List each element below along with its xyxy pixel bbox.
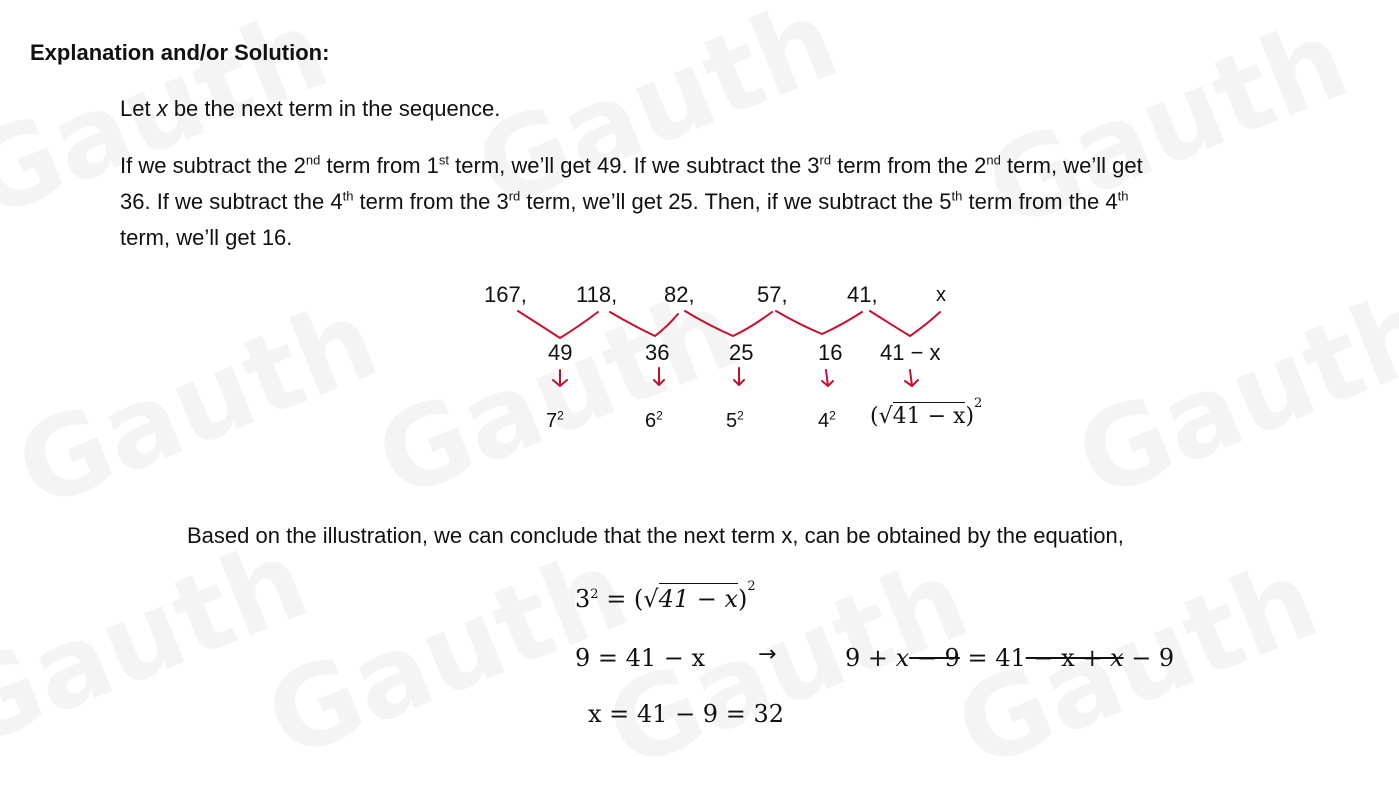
conclusion-text: Based on the illustration, we can conclude that the next term x, can be obtained by the equation,	[187, 523, 1124, 548]
equation-4	[588, 700, 784, 728]
paragraph-line-3: term, we’ll get 16.	[120, 225, 293, 250]
root-symbol: √	[643, 585, 659, 613]
intro-pre: Let	[120, 96, 157, 121]
watermark	[1060, 265, 1399, 524]
cancelled-term: − x +	[1025, 644, 1111, 672]
arrow-2	[654, 368, 664, 385]
ordinal: nd	[305, 152, 321, 168]
ordinal: th	[951, 188, 963, 204]
equation-3	[845, 644, 1174, 672]
arrow-3	[734, 368, 744, 385]
sequence-term: 167,	[484, 282, 527, 307]
arrow-5	[905, 370, 918, 386]
intro-post: be the next term in the sequence.	[167, 96, 501, 121]
square-term	[726, 410, 744, 433]
exponent: 2	[590, 587, 599, 602]
exponent: 2	[656, 408, 663, 423]
equals: = (	[598, 585, 644, 613]
equation-1	[575, 579, 756, 613]
text: term, we’ll get 25. Then, if we subtract the 5	[520, 189, 952, 214]
square-term	[546, 410, 564, 433]
equation-2	[575, 644, 705, 672]
arrow-4	[822, 370, 833, 386]
text: term from the 3	[353, 189, 509, 214]
watermark	[0, 515, 324, 774]
sequence-term: 82,	[664, 282, 695, 307]
sequence-term: 118,	[576, 282, 618, 307]
base: 7	[546, 410, 558, 432]
difference-value: 16	[818, 340, 843, 365]
ordinal: th	[1117, 188, 1129, 204]
equation-text: 9 = 41 − x	[575, 644, 706, 672]
difference-value: 25	[729, 340, 754, 365]
sequence-term: 57,	[757, 282, 788, 307]
variable: x	[1110, 644, 1124, 672]
intro-line	[120, 92, 500, 126]
ordinal: rd	[508, 188, 521, 204]
text: 36. If we subtract the 4	[120, 189, 343, 214]
sequence-term-x: x	[936, 284, 946, 306]
text: term from the 2	[831, 153, 987, 178]
root-symbol: √	[878, 404, 893, 429]
paragraph-line-1	[120, 149, 1143, 183]
variable: x	[895, 644, 910, 672]
equation-text: x = 41 − 9 = 32	[588, 700, 784, 728]
paren: )	[738, 585, 748, 613]
ordinal: th	[342, 188, 354, 204]
text: term from the 4	[962, 189, 1118, 214]
exponent: 2	[829, 408, 836, 423]
square-term	[818, 410, 836, 433]
ordinal: rd	[819, 152, 832, 168]
brace-4	[776, 311, 862, 334]
base: 6	[645, 410, 657, 432]
base: 4	[818, 410, 830, 432]
brace-2	[610, 312, 678, 336]
paragraph-line-2	[120, 185, 1128, 219]
paren: )	[965, 404, 975, 429]
square-term	[645, 410, 663, 433]
difference-value: 49	[548, 340, 573, 365]
brace-3	[685, 311, 772, 336]
exponent: 2	[974, 395, 983, 411]
radicand: 41 − x	[892, 404, 966, 429]
intro-var: x	[156, 96, 168, 121]
part: − 9	[1123, 644, 1175, 672]
solution-heading: Explanation and/or Solution:	[30, 40, 330, 65]
watermark	[0, 275, 394, 534]
cancelled-term: − 9	[909, 644, 960, 672]
part: = 41	[959, 644, 1026, 672]
radicand: 41 − x	[658, 585, 739, 613]
brace-5	[870, 311, 940, 336]
paren: (	[870, 404, 879, 429]
exponent: 2	[557, 408, 564, 423]
exponent: 2	[747, 579, 756, 594]
base: 5	[726, 410, 738, 432]
ordinal: st	[438, 152, 450, 168]
difference-value: 41 − x	[880, 340, 941, 365]
exponent: 2	[737, 408, 744, 423]
text: term, we’ll get 49. If we subtract the 3	[449, 153, 820, 178]
square-root-term	[870, 395, 983, 429]
watermark	[360, 265, 754, 524]
difference-value: 36	[645, 340, 670, 365]
text: If we subtract the 2	[120, 153, 306, 178]
arrow-1	[553, 370, 567, 386]
part: 9 +	[845, 644, 896, 672]
ordinal: nd	[986, 152, 1001, 168]
sequence-term: 41,	[847, 282, 878, 307]
brace-1	[518, 311, 598, 338]
lhs: 3	[575, 585, 591, 613]
implies-arrow: →	[758, 642, 777, 667]
text: term from 1	[320, 153, 439, 178]
text: term, we’ll get	[1000, 153, 1143, 178]
